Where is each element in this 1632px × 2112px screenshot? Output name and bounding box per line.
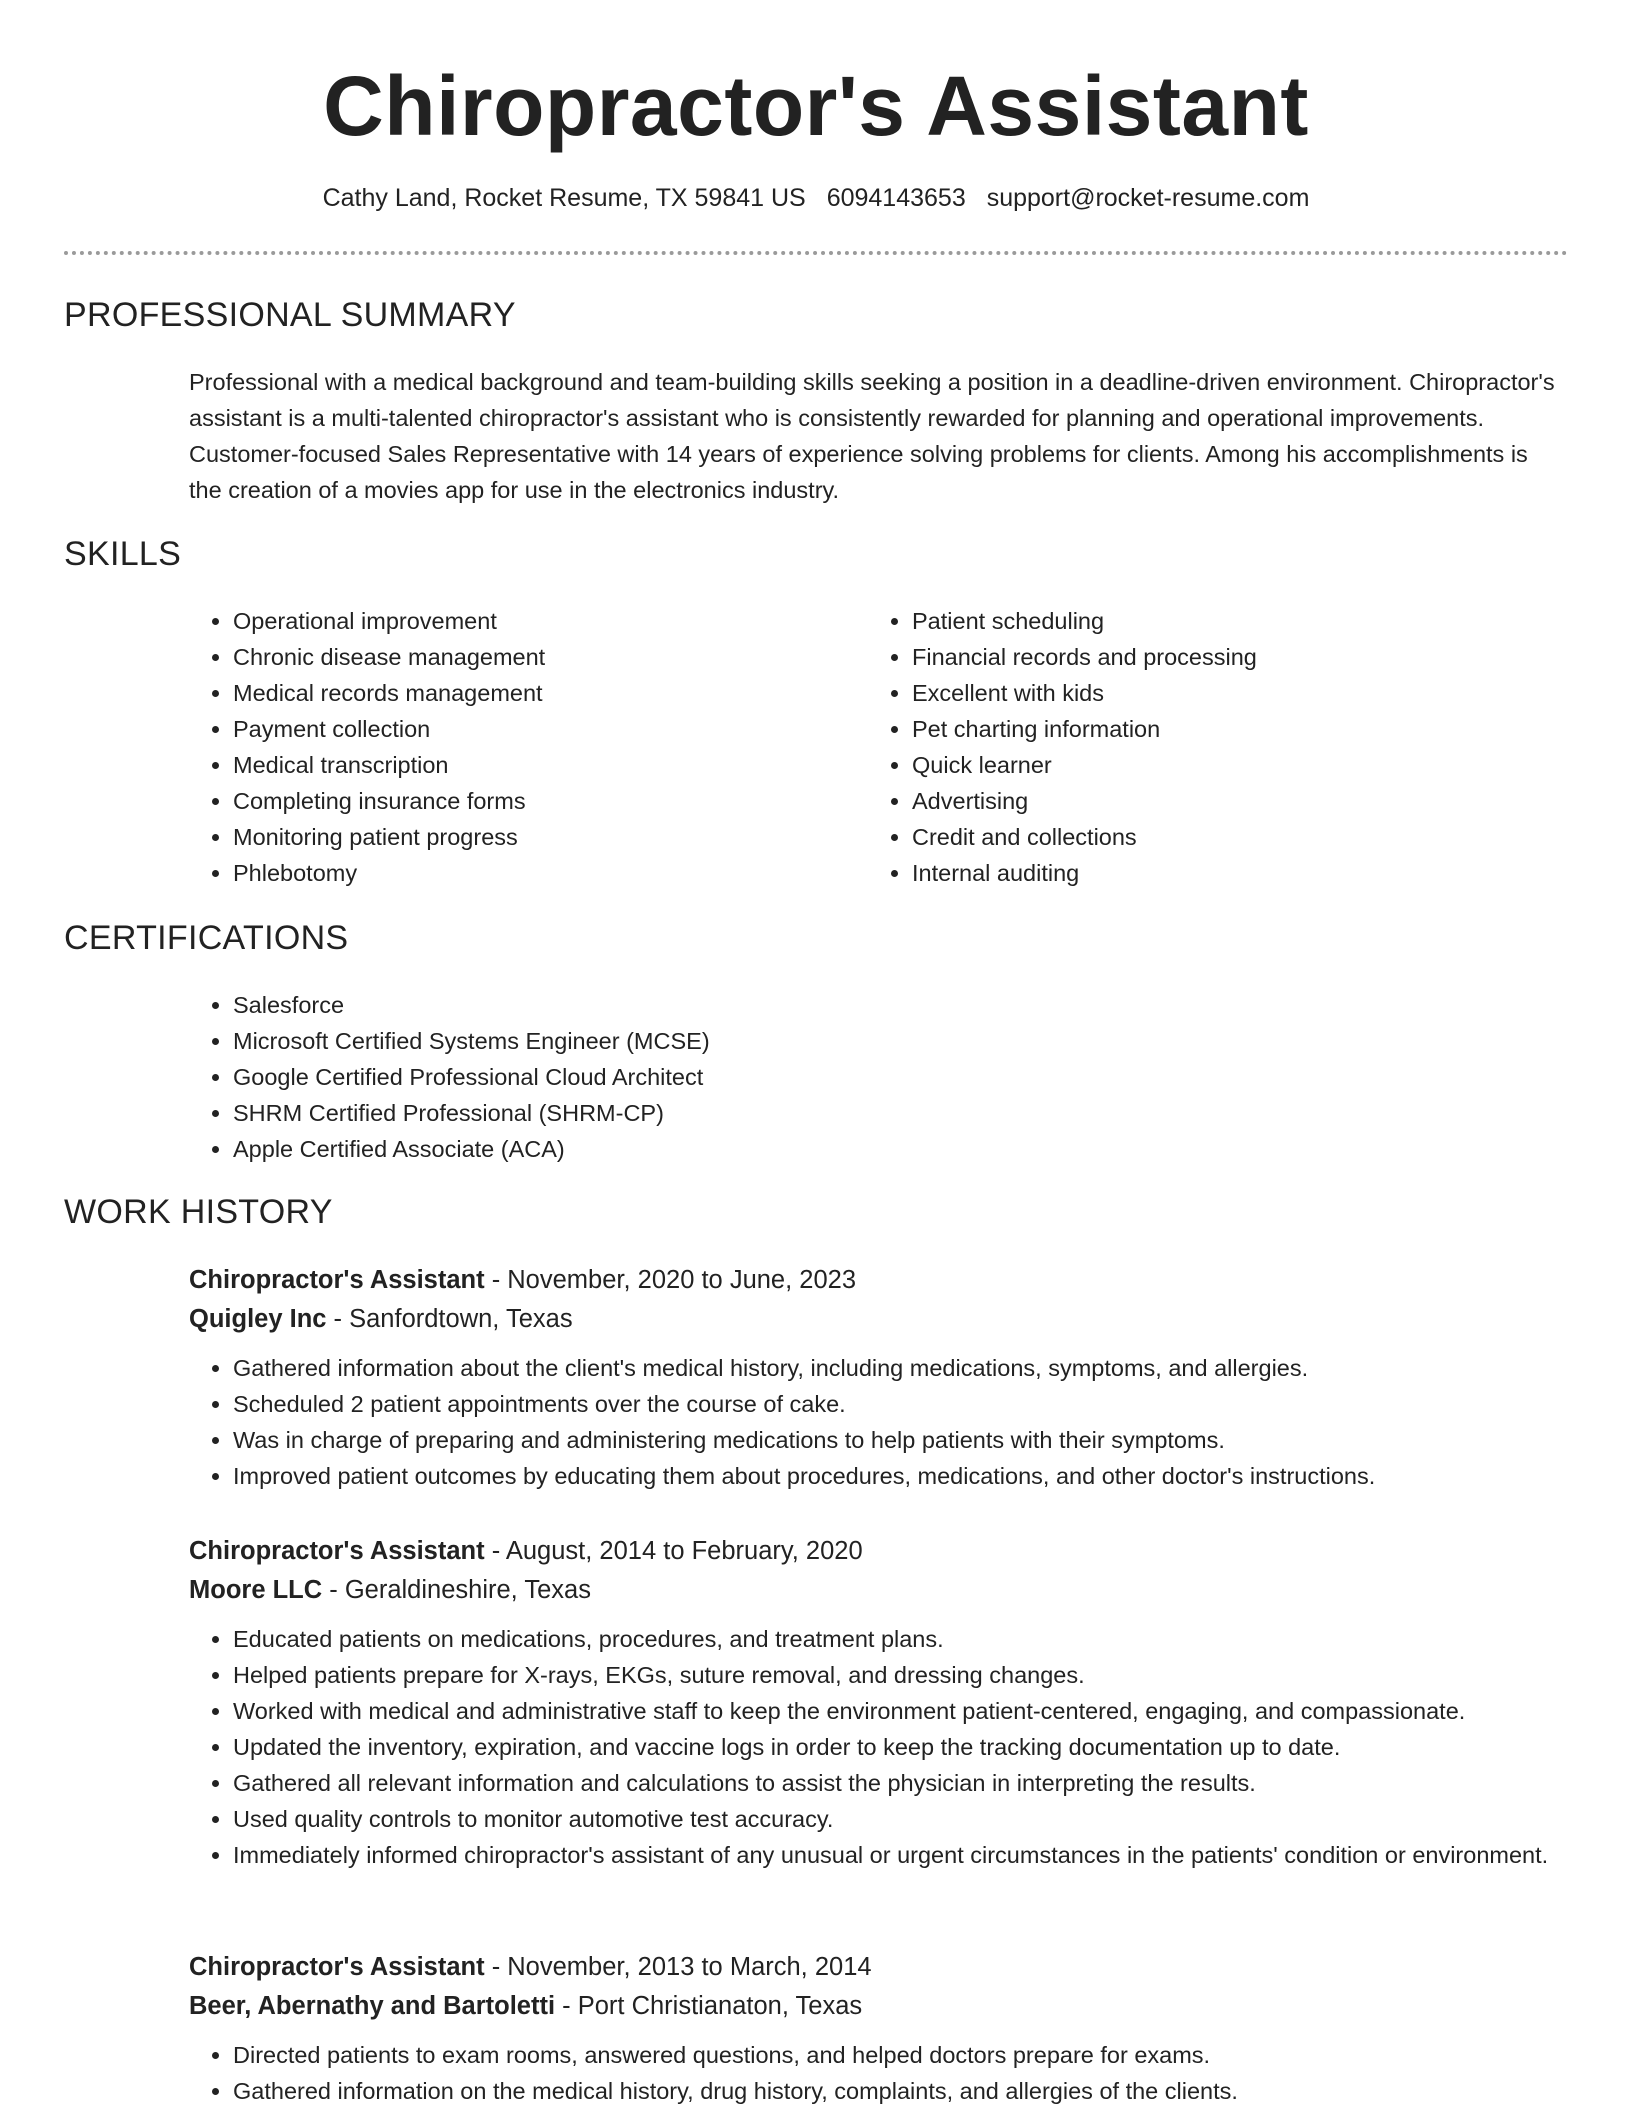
list-item: • Chronic disease management xyxy=(233,639,833,675)
summary-heading: PROFESSIONAL SUMMARY xyxy=(64,296,516,334)
job-company-line xyxy=(189,1300,1566,1339)
list-item: • Gathered all relevant information and calculations to assist the physician in interpreting the results. xyxy=(233,1765,1566,1801)
list-item: • Operational improvement xyxy=(233,603,833,639)
list-item: • Directed patients to exam rooms, answered questions, and helped doctors prepare for exams. xyxy=(233,2037,1566,2073)
list-item: • Excellent with kids xyxy=(912,675,1512,711)
list-item: • Google Certified Professional Cloud Architect xyxy=(233,1059,1533,1095)
list-item: • Gathered information on the medical history, drug history, complaints, and allergies of the clients. xyxy=(233,2073,1566,2109)
list-item: • SHRM Certified Professional (SHRM-CP) xyxy=(233,1095,1533,1131)
summary-text: Professional with a medical background and team-building skills seeking a position in a deadline-driven environment. Chiropractor's assistant is a multi-talented chiropractor's assistant who is consistently rewarded for planning and operational improvements. Customer-focused Sales Representative with 14 years of experience solving problems for clients. Among his accomplishments is the creation of a movies app for use in the electronics industry. xyxy=(189,369,1555,503)
list-item: • Medical transcription xyxy=(233,747,833,783)
job-entry xyxy=(189,1532,1566,1873)
list-item: • Improved patient outcomes by educating them about procedures, medications, and other doctor's instructions. xyxy=(233,1458,1566,1494)
list-item: • Advertising xyxy=(912,783,1512,819)
job-role-line xyxy=(189,1261,1566,1300)
job-role: Chiropractor's Assistant xyxy=(189,1953,485,1981)
job-location: - Sanfordtown, Texas xyxy=(326,1305,573,1333)
list-item: • Patient scheduling xyxy=(912,603,1512,639)
job-location: - Port Christianaton, Texas xyxy=(555,1992,863,2020)
list-item: • Credit and collections xyxy=(912,819,1512,855)
skills-heading: SKILLS xyxy=(64,535,182,573)
job-role: Chiropractor's Assistant xyxy=(189,1537,485,1565)
job-bullets xyxy=(189,1350,1566,1494)
list-item: • Immediately informed chiropractor's assistant of any unusual or urgent circumstances in the patients' condition or environment. xyxy=(233,1837,1566,1873)
job-dates: - November, 2020 to June, 2023 xyxy=(484,1266,857,1294)
list-item: • Scheduled 2 patient appointments over the course of cake. xyxy=(233,1386,1566,1422)
skills-list-right xyxy=(868,603,1512,891)
list-item: • Internal auditing xyxy=(912,855,1512,891)
job-entry xyxy=(189,1948,1566,2109)
job-company: Quigley Inc xyxy=(189,1305,327,1333)
job-role-line xyxy=(189,1948,1566,1987)
list-item: • Apple Certified Associate (ACA) xyxy=(233,1131,1533,1167)
job-entry xyxy=(189,1261,1566,1494)
job-company-line xyxy=(189,1571,1566,1610)
list-item: • Salesforce xyxy=(233,987,1533,1023)
job-bullets xyxy=(189,1621,1566,1873)
contact-line xyxy=(0,180,1632,216)
header-divider xyxy=(64,251,1568,255)
list-item: • Was in charge of preparing and administering medications to help patients with their symptoms. xyxy=(233,1422,1566,1458)
list-item: • Payment collection xyxy=(233,711,833,747)
job-location: - Geraldineshire, Texas xyxy=(322,1576,591,1604)
job-role-line xyxy=(189,1532,1566,1571)
job-company-line xyxy=(189,1987,1566,2026)
list-item: • Helped patients prepare for X-rays, EKGs, suture removal, and dressing changes. xyxy=(233,1657,1566,1693)
list-item: • Quick learner xyxy=(912,747,1512,783)
list-item: • Medical records management xyxy=(233,675,833,711)
work-history-heading: WORK HISTORY xyxy=(64,1193,333,1231)
list-item: • Financial records and processing xyxy=(912,639,1512,675)
list-item: • Used quality controls to monitor automotive test accuracy. xyxy=(233,1801,1566,1837)
certifications-heading: CERTIFICATIONS xyxy=(64,919,349,957)
job-company: Beer, Abernathy and Bartoletti xyxy=(189,1992,556,2020)
list-item: • Worked with medical and administrative staff to keep the environment patient-centered, engaging, and compassionate. xyxy=(233,1693,1566,1729)
list-item: • Pet charting information xyxy=(912,711,1512,747)
list-item: • Monitoring patient progress xyxy=(233,819,833,855)
skills-list-left xyxy=(189,603,833,891)
contact-address: Cathy Land, Rocket Resume, TX 59841 US xyxy=(322,184,806,212)
candidate-title: Chiropractor's Assistant xyxy=(323,59,1309,153)
certifications-list xyxy=(189,987,1533,1167)
job-dates: - August, 2014 to February, 2020 xyxy=(484,1537,863,1565)
list-item: • Microsoft Certified Systems Engineer (MCSE) xyxy=(233,1023,1533,1059)
list-item: • Updated the inventory, expiration, and vaccine logs in order to keep the tracking documentation up to date. xyxy=(233,1729,1566,1765)
list-item: • Completing insurance forms xyxy=(233,783,833,819)
contact-phone: 6094143653 xyxy=(826,184,966,212)
list-item: • Gathered information about the client's medical history, including medications, symptoms, and allergies. xyxy=(233,1350,1566,1386)
contact-email: support@rocket-resume.com xyxy=(986,184,1310,212)
list-item: • Phlebotomy xyxy=(233,855,833,891)
job-role: Chiropractor's Assistant xyxy=(189,1266,485,1294)
job-dates: - November, 2013 to March, 2014 xyxy=(484,1953,872,1981)
list-item: • Educated patients on medications, procedures, and treatment plans. xyxy=(233,1621,1566,1657)
job-company: Moore LLC xyxy=(189,1576,323,1604)
job-bullets xyxy=(189,2037,1566,2109)
